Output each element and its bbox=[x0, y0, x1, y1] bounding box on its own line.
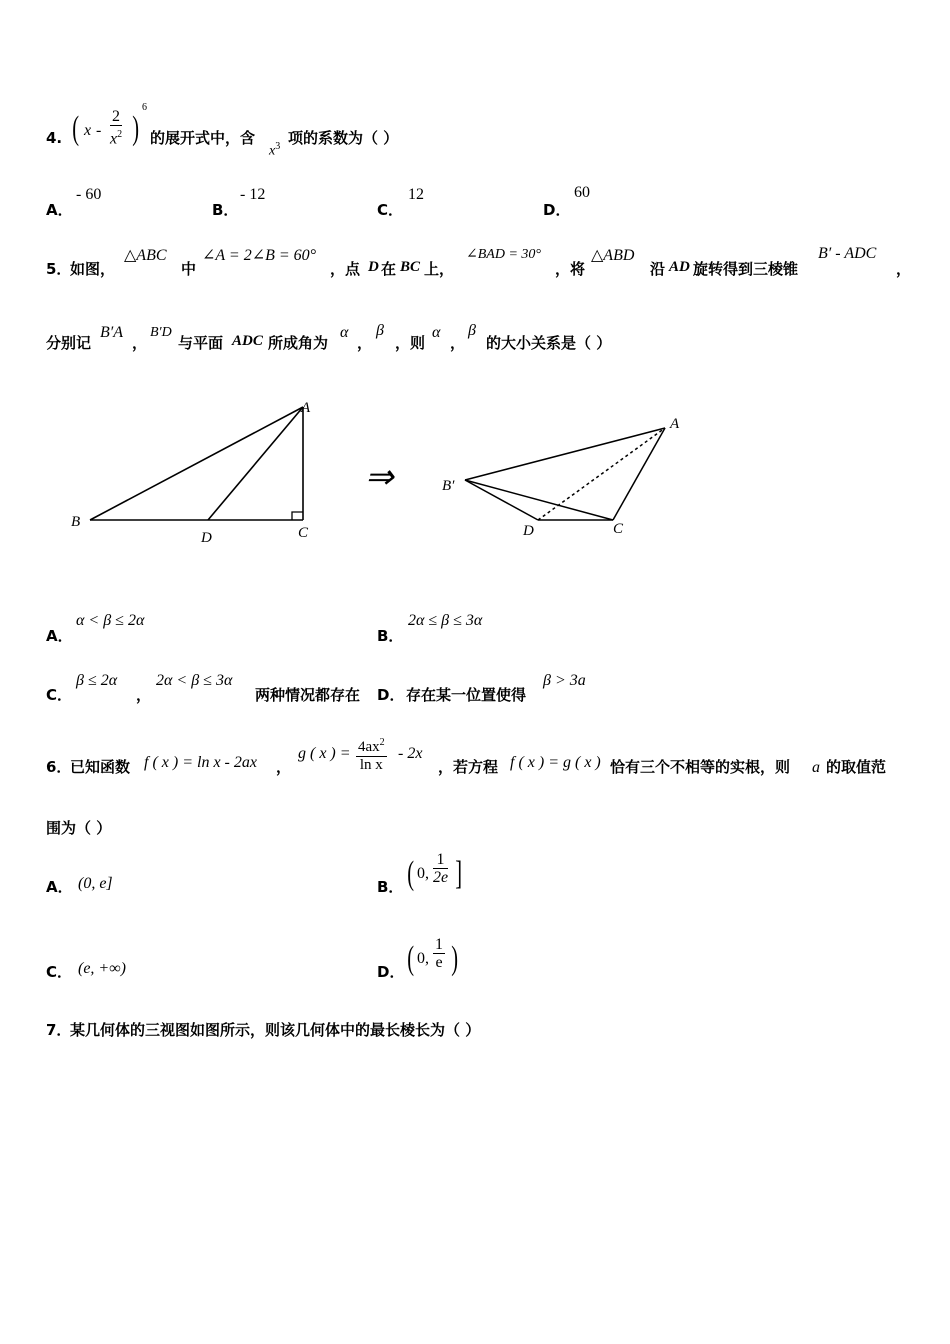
edge-b-d bbox=[465, 480, 538, 520]
g-fraction: $\frac{4ax^2}{\text{ln x}}$ bbox=[356, 734, 387, 774]
option-label-b: B． bbox=[377, 627, 404, 645]
label-b: B bbox=[71, 514, 81, 530]
option-value-a: (0, e] bbox=[78, 875, 113, 892]
option-label-a: A． bbox=[46, 201, 73, 219]
option-value-d: β > 3a bbox=[543, 672, 586, 689]
option-label-d: D． bbox=[377, 963, 405, 981]
option-label-b: B． bbox=[377, 878, 404, 896]
option-label-c: C． bbox=[46, 686, 73, 704]
edge-d-a-hidden bbox=[538, 428, 665, 520]
label-c: C bbox=[298, 525, 309, 541]
question-number: 7． bbox=[46, 1021, 72, 1039]
option-value-c2: 2α < β ≤ 3α bbox=[156, 672, 233, 689]
edge-ad bbox=[208, 407, 303, 520]
label-b-prime: B′ bbox=[442, 478, 455, 494]
exponent: 6 bbox=[142, 102, 147, 113]
rotation-arrow: ⇒ bbox=[365, 459, 394, 496]
option-label-d: D． bbox=[377, 686, 405, 704]
option-value-c: 12 bbox=[408, 186, 424, 203]
expression-fraction: $\frac{2}{x^2}$ bbox=[110, 108, 123, 148]
term-variable: $x^3$ bbox=[269, 141, 281, 159]
right-angle-mark bbox=[292, 512, 303, 520]
option-label-a: A． bbox=[46, 627, 73, 645]
edge-b-a bbox=[465, 428, 665, 480]
question-number: 6． bbox=[46, 758, 72, 776]
edge-b-c bbox=[465, 480, 613, 520]
question-number: 4. bbox=[46, 129, 63, 147]
label-a: A bbox=[301, 400, 311, 416]
label-d: D bbox=[201, 530, 212, 546]
label-d-prime: D bbox=[523, 523, 534, 539]
option-label-b: B． bbox=[212, 201, 239, 219]
option-label-a: A． bbox=[46, 878, 73, 896]
option-value-a: α < β ≤ 2α bbox=[76, 612, 145, 629]
option-value-d: 60 bbox=[574, 184, 590, 201]
option-value-b: - 12 bbox=[240, 186, 266, 203]
option-value-b: 2α ≤ β ≤ 3α bbox=[408, 612, 483, 629]
option-label-c: C． bbox=[377, 201, 404, 219]
triangle-figures bbox=[60, 390, 720, 560]
option-value-c: β ≤ 2α bbox=[76, 672, 118, 689]
edge-ab bbox=[90, 407, 303, 520]
edge-a-c bbox=[613, 428, 665, 520]
label-c-prime: C bbox=[613, 521, 624, 537]
figure-triangle-abc bbox=[90, 407, 303, 520]
option-value-c: (e, +∞) bbox=[78, 960, 126, 977]
option-label-d: D． bbox=[543, 201, 571, 219]
label-a-prime: A bbox=[670, 416, 680, 432]
option-label-c: C． bbox=[46, 963, 73, 981]
figure-tetrahedron bbox=[465, 428, 665, 520]
question-number: 5． bbox=[46, 260, 72, 278]
question-text: 某几何体的三视图如图所示，则该几何体中的最长棱长为（ ） bbox=[70, 1021, 481, 1039]
option-value-a: - 60 bbox=[76, 186, 102, 203]
